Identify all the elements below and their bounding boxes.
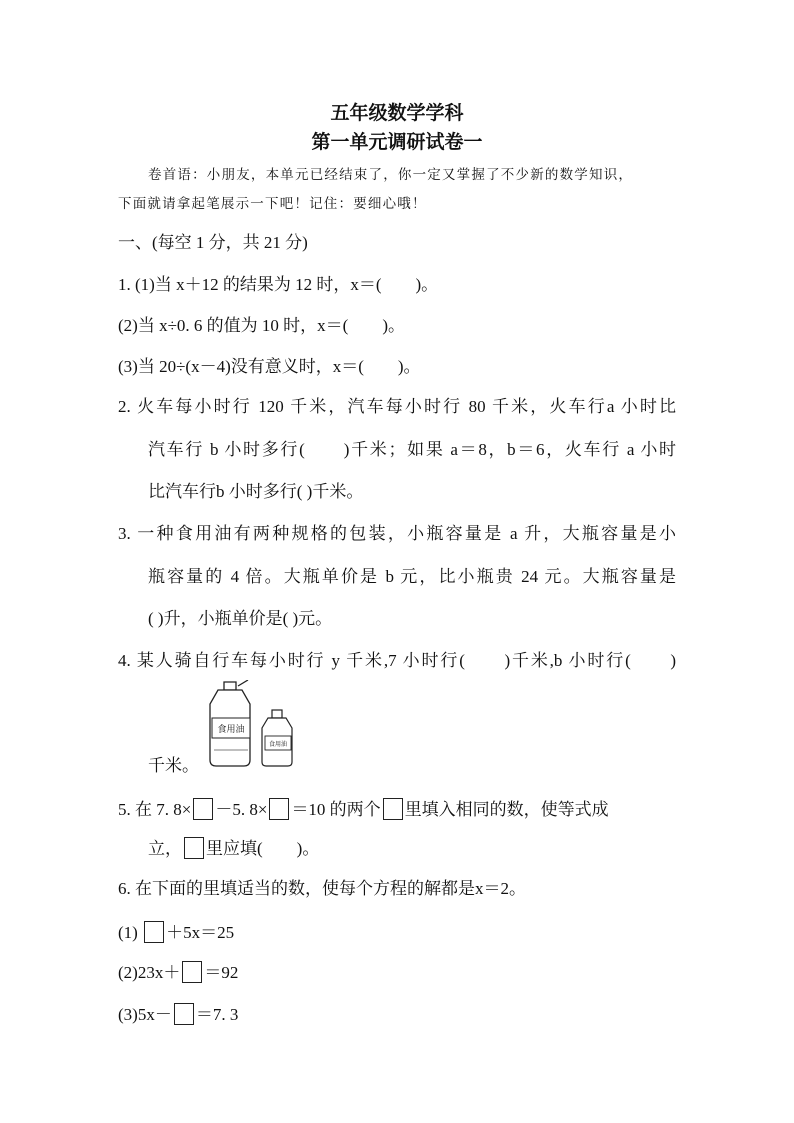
big-bottle-label: 食用油 (217, 725, 245, 735)
exam-subtitle: 第一单元调研试卷一 (311, 132, 483, 153)
question-4-line-1: 4. 某人骑自行车每小时行 y 千米,7 小时行( )千米,b 小时行( ) (118, 651, 676, 670)
oil-bottles-illustration (204, 680, 316, 768)
big-oil-bottle-icon (210, 680, 250, 766)
exam-title: 五年级数学学科 (330, 103, 464, 124)
question-2-line-2: 汽车行 b 小时多行( )千米；如果 a＝8，b＝6，火车行 a 小时 (148, 440, 676, 459)
question-1-part-1: 1. (1)当 x＋12 的结果为 12 时，x＝( )。 (118, 275, 439, 294)
answer-box[interactable] (184, 837, 204, 859)
question-5-line-2: 立， 里应填( )。 (148, 839, 320, 858)
answer-box[interactable] (193, 798, 213, 820)
question-3-line-1: 3. 一种食用油有两种规格的包装，小瓶容量是 a 升，大瓶容量是小 (118, 524, 676, 543)
question-6-equation-1: (1) ＋5x＝25 (118, 923, 235, 942)
section-heading: 一、(每空 1 分，共 21 分) (118, 233, 308, 252)
answer-box[interactable] (182, 961, 202, 983)
question-1-part-3: (3)当 20÷(x－4)没有意义时，x＝( )。 (118, 357, 421, 376)
answer-box[interactable] (383, 798, 403, 820)
question-2-line-1: 2. 火车每小时行 120 千米，汽车每小时行 80 千米，火车行a 小时比 (118, 397, 676, 416)
answer-box[interactable] (174, 1003, 194, 1025)
question-4-line-2: 千米。 (148, 756, 199, 775)
small-oil-bottle-icon (262, 710, 292, 766)
answer-box[interactable] (269, 798, 289, 820)
question-6-equation-2: (2)23x＋ ＝92 (118, 963, 239, 982)
small-bottle-label: 食用油 (268, 741, 288, 748)
intro-line-2: 下面就请拿起笔展示一下吧！记住：要细心哦！ (118, 196, 427, 212)
question-3-line-2: 瓶容量的 4 倍。大瓶单价是 b 元，比小瓶贵 24 元。大瓶容量是 (148, 567, 676, 586)
question-3-line-3: ( )升，小瓶单价是( )元。 (148, 609, 333, 628)
question-1-part-2: (2)当 x÷0. 6 的值为 10 时，x＝( )。 (118, 316, 405, 335)
question-6-stem: 6. 在下面的里填适当的数，使每个方程的解都是x＝2。 (118, 879, 526, 898)
answer-box[interactable] (144, 921, 164, 943)
question-5-line-1: 5. 在 7. 8× －5. 8× ＝10 的两个 里填入相同的数，使等式成 (118, 800, 609, 819)
question-6-equation-3: (3)5x－ ＝7. 3 (118, 1005, 239, 1024)
intro-line-1: 卷首语：小朋友，本单元已经结束了，你一定又掌握了不少新的数学知识， (148, 167, 634, 183)
question-2-line-3: 比汽车行b 小时多行( )千米。 (148, 482, 364, 501)
